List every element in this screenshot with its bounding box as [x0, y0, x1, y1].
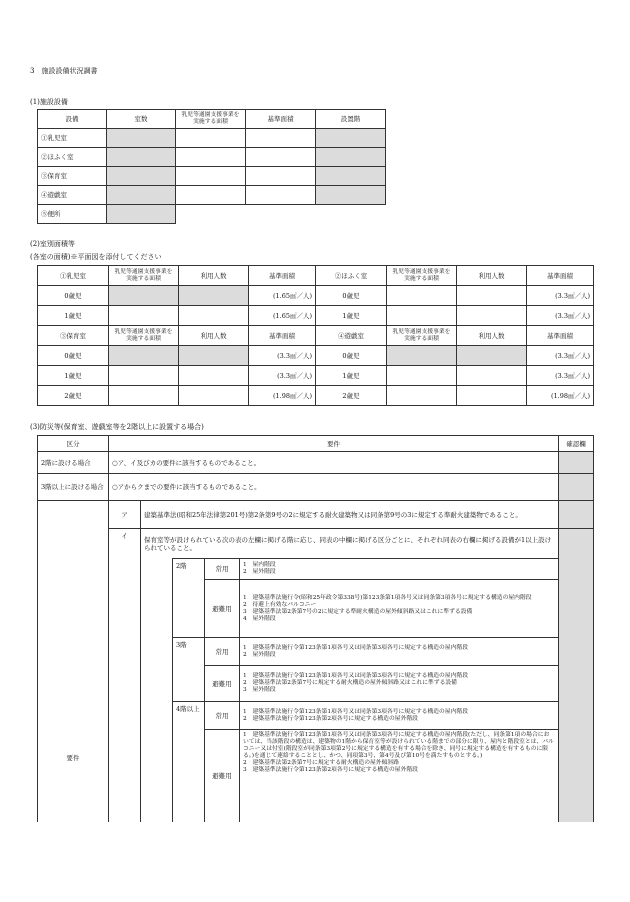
row-label: ③保育室 [38, 167, 107, 186]
cell-room-count[interactable] [107, 186, 176, 205]
area-input[interactable] [387, 286, 457, 306]
list-item: 2 待避上有効なバルコニー [243, 601, 317, 608]
area-input[interactable] [109, 346, 179, 366]
standard-area: (3.3㎡／人) [527, 366, 594, 386]
room-area-title: (2)室別面積等 [30, 240, 75, 248]
users-input[interactable] [457, 346, 527, 366]
room-crawling: ②ほふく室 [316, 266, 387, 286]
table-row [38, 452, 594, 474]
facilities-table [37, 109, 386, 224]
item-mark-a: ア [109, 501, 141, 529]
facilities-title: (1)施設設備 [30, 98, 68, 106]
users-input[interactable] [457, 286, 527, 306]
row-label: ⑤便所 [38, 205, 107, 224]
list-item: 2 屋外階段 [243, 651, 276, 658]
confirm-box[interactable] [559, 501, 594, 529]
room-playroom: ④遊戯室 [316, 326, 387, 346]
fire-title: (3)防災等(保育室、遊戯室等を2階以上に設置する場合) [30, 423, 204, 431]
age-label: 0歳児 [38, 286, 109, 306]
header-room-count: 室数 [107, 110, 176, 129]
header-standard-area: 基準面積 [249, 266, 316, 286]
header-category: 区分 [38, 436, 109, 452]
cell-support-area[interactable] [176, 148, 246, 167]
cell-room-count[interactable] [107, 148, 176, 167]
usage-regular: 常用 [205, 702, 240, 730]
header-support-area: 乳児等通園支援事業を実施する面積 [387, 326, 457, 346]
header-support-area: 乳児等通園支援事業を実施する面積 [387, 266, 457, 286]
table-row [38, 167, 386, 186]
header-support-area: 乳児等通園支援事業を実施する面積 [109, 326, 179, 346]
header-users: 利用人数 [457, 326, 527, 346]
area-input[interactable] [387, 386, 457, 406]
standard-area: (3.3㎡／人) [249, 366, 316, 386]
item-text-a: 建築基準法(昭和25年法律第201号)第2条第9号の2に規定する耐火建築物又は同条第9号の3に規定する準耐火建築物であること。 [141, 501, 559, 529]
confirm-box[interactable] [559, 452, 594, 474]
cell-room-count[interactable] [107, 129, 176, 148]
cell-support-area[interactable] [176, 129, 246, 148]
list-item: 2 建築基準法第2条第7号に規定する耐火構造の屋外傾斜路 [243, 760, 399, 766]
row-text-2f: ○ア、イ及びカの要件に該当するものであること。 [109, 452, 559, 474]
row-label: ④遊戯室 [38, 186, 107, 205]
list-item: 3 建築基準法施行令第123条第2項各号に規定する構造の屋外階段 [243, 767, 418, 773]
cell-floor[interactable] [316, 148, 386, 167]
regular-list [240, 638, 559, 666]
confirm-box[interactable] [559, 529, 594, 822]
standard-area: (1.98㎡／人) [249, 386, 316, 406]
requirements-label: 要件 [38, 501, 109, 822]
list-item: 1 建築基準法施行令第123条第1項各号又は同条第3項各号に規定する構造の屋内階段 [243, 673, 469, 679]
list-item: 3 屋外階段 [243, 687, 276, 693]
row-label: ②ほふく室 [38, 148, 107, 167]
cell-standard-area[interactable] [246, 148, 316, 167]
cell-room-count[interactable] [107, 167, 176, 186]
standard-area: (3.3㎡／人) [527, 286, 594, 306]
age-label: 1歳児 [38, 366, 109, 386]
area-input[interactable] [109, 306, 179, 326]
table-row [38, 366, 594, 386]
header-users: 利用人数 [457, 266, 527, 286]
users-input[interactable] [457, 306, 527, 326]
list-item: 1 建築基準法施行令第123条第1項各号又は同条第3項各号に規定する構造の屋内階段(ただし、同条第1項の場合においては、当該階段の構造は、建築物の1階から保育室等が設けられている階までの部分に限り、屋内と階段室とは、バルコニー又は付室(階段室が同条第3項第2号に規定する構造を有する場合を除き、同号に規定する構造を有するものに限る。)を通じて連絡することとし、かつ、同項第3号、第4号及び第10号を満たすものとする。) [243, 732, 554, 759]
list-item: 1 建築基準法施行令(昭和25年政令第338号)第123条第1項各号又は同条第3項各号に規定する構造の屋内階段 [243, 594, 532, 601]
cell-floor[interactable] [316, 186, 386, 205]
evac-list [240, 666, 559, 702]
table-row [38, 474, 594, 501]
area-input[interactable] [387, 306, 457, 326]
age-label: 0歳児 [316, 286, 387, 306]
evac-list [240, 580, 559, 638]
header-standard-area: 基準面積 [246, 110, 316, 129]
usage-regular: 常用 [205, 638, 240, 666]
room-area-note: (各室の面積)※平面図を添付してください [30, 253, 162, 261]
floor-label: 4階以上 [173, 702, 205, 822]
regular-list [240, 702, 559, 730]
area-input[interactable] [109, 386, 179, 406]
standard-area: (1.65㎡／人) [249, 306, 316, 326]
cell-support-area[interactable] [176, 167, 246, 186]
users-input[interactable] [179, 346, 249, 366]
age-label: 1歳児 [316, 366, 387, 386]
standard-area: (1.65㎡／人) [249, 286, 316, 306]
age-label: 0歳児 [38, 346, 109, 366]
standard-area: (3.3㎡／人) [527, 346, 594, 366]
list-item: 2 建築基準法第2条第7号に規定する耐火構造の屋外傾斜路又はこれに準ずる設備 [243, 680, 457, 686]
table-row [38, 148, 386, 167]
row-label: ①乳児室 [38, 129, 107, 148]
list-item: 4 屋外階段 [243, 615, 276, 622]
header-requirements: 要件 [109, 436, 559, 452]
floor-label: 2階 [173, 559, 205, 638]
floor-label: 3階 [173, 638, 205, 702]
list-item: 1 建築基準法施行令第123条第1項各号又は同条第3項各号に規定する構造の屋内階段 [243, 708, 469, 715]
usage-regular: 常用 [205, 559, 240, 580]
list-item: 2 屋外階段 [243, 569, 276, 575]
cell-standard-area[interactable] [246, 167, 316, 186]
age-label: 0歳児 [316, 346, 387, 366]
standard-area: (3.3㎡／人) [249, 346, 316, 366]
users-input[interactable] [457, 366, 527, 386]
list-item: 1 屋内階段 [243, 562, 276, 568]
area-input[interactable] [387, 366, 457, 386]
users-input[interactable] [179, 366, 249, 386]
item-text-i: 保育室等が設けられている次の表の左欄に掲げる階に応じ、同表の中欄に掲げる区分ごとに、それぞれ同表の右欄に掲げる設備が1以上設けられていること。 [141, 529, 559, 559]
users-input[interactable] [179, 386, 249, 406]
table-row [38, 306, 594, 326]
header-standard-area: 基準面積 [527, 326, 594, 346]
cell-room-count[interactable] [107, 205, 176, 224]
table-row [38, 129, 386, 148]
header-standard-area: 基準面積 [527, 266, 594, 286]
list-item: 2 建築基準法施行令第123条第2項各号に規定する構造の屋外階段 [243, 715, 418, 722]
row-label-3f: 3階以上に設ける場合 [38, 474, 109, 501]
evac-list [240, 730, 559, 822]
age-label: 2歳児 [38, 386, 109, 406]
area-input[interactable] [387, 346, 457, 366]
header-equipment: 設備 [38, 110, 107, 129]
users-input[interactable] [179, 286, 249, 306]
header-support-area: 乳児等通園支援事業を実施する面積 [109, 266, 179, 286]
regular-list [240, 559, 559, 580]
table-row [38, 501, 594, 529]
item-mark-i: イ [109, 529, 141, 822]
cell-standard-area[interactable] [246, 129, 316, 148]
standard-area: (3.3㎡／人) [527, 306, 594, 326]
cell-floor[interactable] [316, 129, 386, 148]
fire-table [37, 435, 594, 822]
table-row [38, 529, 594, 559]
table-row [38, 286, 594, 306]
header-support-area: 乳児等通園支援事業を実施する面積 [176, 110, 246, 129]
area-input[interactable] [109, 366, 179, 386]
usage-evac: 避難用 [205, 666, 240, 702]
list-item: 1 建築基準法施行令第123条第1項各号又は同条第3項各号に規定する構造の屋内階段 [243, 644, 469, 651]
age-label: 2歳児 [316, 386, 387, 406]
header-standard-area: 基準面積 [249, 326, 316, 346]
users-input[interactable] [457, 386, 527, 406]
table-row [38, 386, 594, 406]
table-row [38, 205, 386, 224]
cell-standard-area[interactable] [246, 186, 316, 205]
room-infant: ①乳児室 [38, 266, 109, 286]
section-title: 3 施設設備状況調書 [30, 67, 98, 75]
row-label-2f: 2階に設ける場合 [38, 452, 109, 474]
standard-area: (1.98㎡／人) [527, 386, 594, 406]
header-confirm: 確認欄 [559, 436, 594, 452]
confirm-box[interactable] [559, 474, 594, 501]
cell-floor[interactable] [316, 167, 386, 186]
header-floor: 設置階 [316, 110, 386, 129]
usage-evac: 避難用 [205, 580, 240, 638]
room-area-table [37, 265, 594, 406]
usage-evac: 避難用 [205, 730, 240, 822]
age-label: 1歳児 [38, 306, 109, 326]
room-nursery: ③保育室 [38, 326, 109, 346]
users-input[interactable] [179, 306, 249, 326]
table-row [38, 346, 594, 366]
area-input[interactable] [109, 286, 179, 306]
row-text-3f: ○アからクまでの要件に該当するものであること。 [109, 474, 559, 501]
header-users: 利用人数 [179, 266, 249, 286]
cell-support-area[interactable] [176, 186, 246, 205]
age-label: 1歳児 [316, 306, 387, 326]
list-item: 3 建築基準法第2条第7号の2に規定する準耐火構造の屋外傾斜路又はこれに準ずる設備 [243, 608, 473, 615]
header-users: 利用人数 [179, 326, 249, 346]
table-row [38, 186, 386, 205]
